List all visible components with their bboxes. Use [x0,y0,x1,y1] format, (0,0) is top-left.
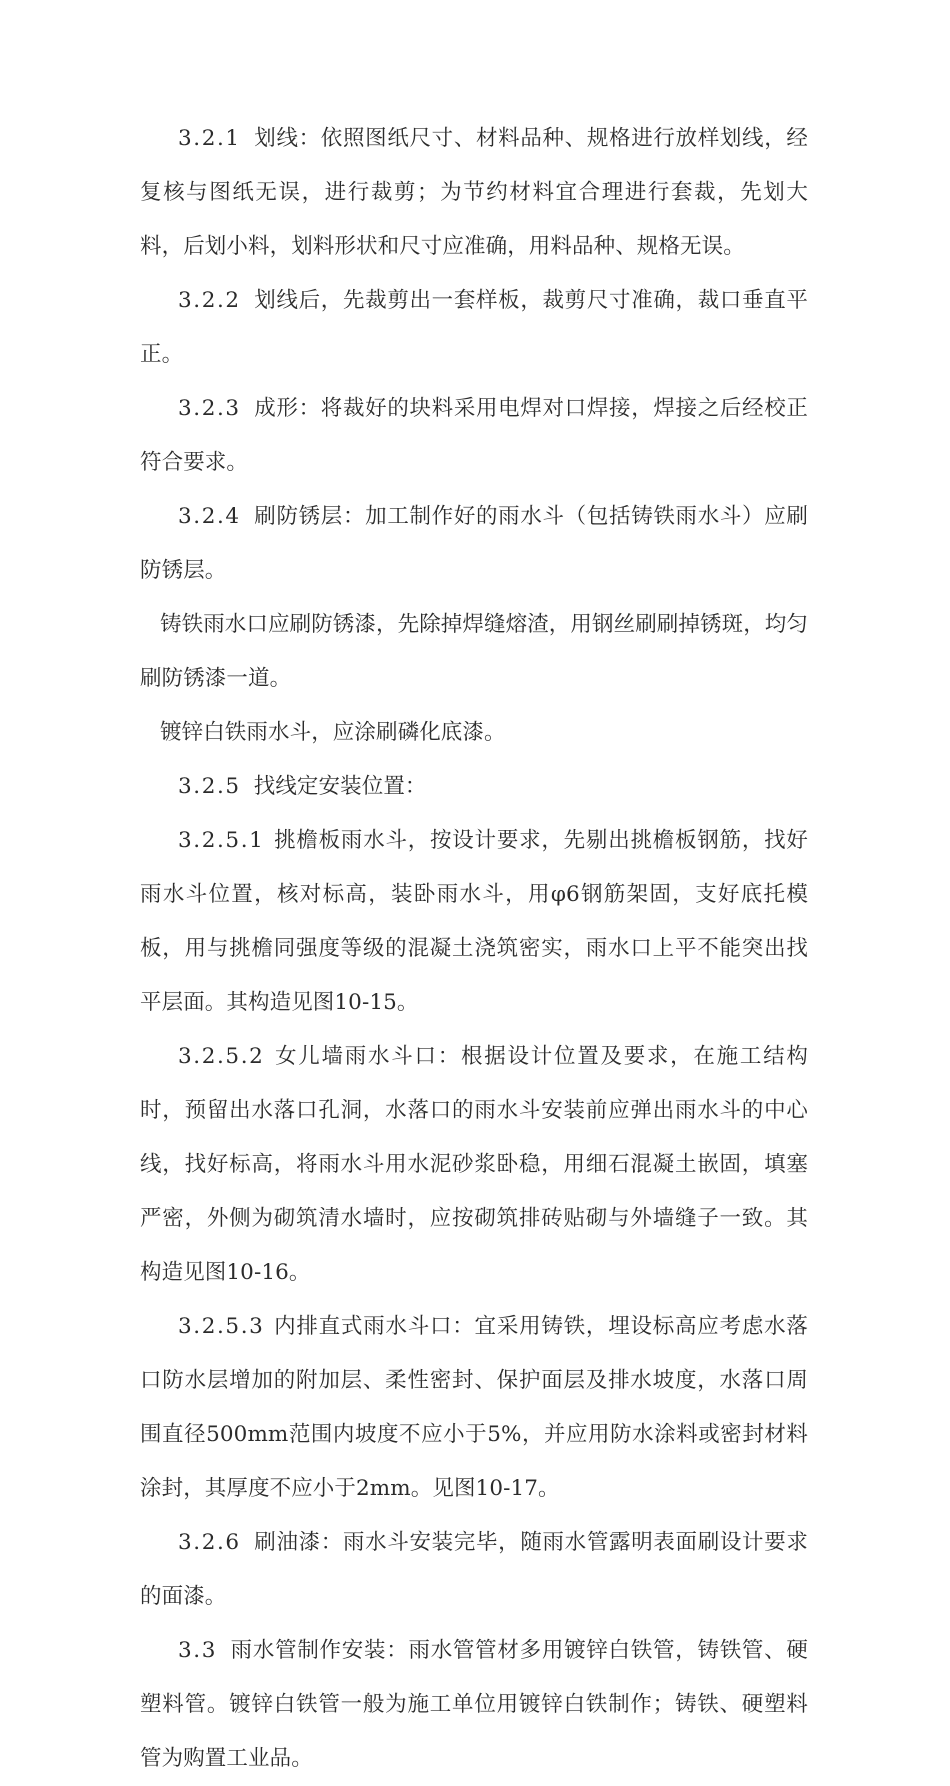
paragraph-text: 挑檐板雨水斗，按设计要求，先剔出挑檐板钢筋，找好雨水斗位置，核对标高，装卧雨水斗，用φ6钢筋架固，支好底托模板，用与挑檐同强度等级的混凝土浇筑密实，雨水口上平不能突出找平层面。其构造见图10-15。 [140,828,808,1015]
paragraph-text: 找线定安装位置： [253,774,427,799]
clause-number: 3.2.6 [178,1530,241,1555]
clause-number: 3.2.5.2 [178,1044,265,1069]
paragraph-text: 铸铁雨水口应刷防锈漆，先除掉焊缝熔渣，用钢丝刷刷掉锈斑，均匀刷防锈漆一道。 [140,612,809,691]
clause-paragraph [140,1516,808,1624]
clause-paragraph [140,382,808,490]
clause-number: 3.2.5.1 [178,828,265,853]
clause-paragraph [140,112,808,274]
paragraph-text: 雨水管制作安装：雨水管管材多用镀锌白铁管，铸铁管、硬塑料管。镀锌白铁管一般为施工单位用镀锌白铁制作；铸铁、硬塑料管为购置工业品。 [140,1638,808,1771]
clause-number: 3.2.4 [178,504,241,529]
document-body [140,112,808,1786]
body-paragraph [140,706,808,760]
paragraph-text: 镀锌白铁雨水斗，应涂刷磷化底漆。 [160,720,506,745]
clause-paragraph [140,814,808,1030]
clause-number: 3.2.1 [178,126,241,151]
clause-number: 3.3 [178,1638,217,1663]
clause-number: 3.2.5 [178,774,241,799]
clause-paragraph [140,1624,808,1786]
clause-paragraph [140,274,808,382]
clause-paragraph [140,760,808,814]
paragraph-text: 刷油漆：雨水斗安装完毕，随雨水管露明表面刷设计要求的面漆。 [140,1530,808,1609]
paragraph-text: 成形：将裁好的块料采用电焊对口焊接，焊接之后经校正符合要求。 [140,396,808,475]
paragraph-text: 划线：依照图纸尺寸、材料品种、规格进行放样划线，经复核与图纸无误，进行裁剪；为节约材料宜合理进行套裁，先划大料，后划小料，划料形状和尺寸应准确，用料品种、规格无误。 [140,126,808,259]
clause-paragraph [140,490,808,598]
clause-paragraph [140,1030,808,1300]
paragraph-text: 内排直式雨水斗口：宜采用铸铁，埋设标高应考虑水落口防水层增加的附加层、柔性密封、保护面层及排水坡度，水落口周围直径500mm范围内坡度不应小于5%，并应用防水涂料或密封材料涂封，其厚度不应小于2mm。见图10-17。 [140,1314,808,1501]
body-paragraph [140,598,808,706]
clause-number: 3.2.3 [178,396,241,421]
clause-number: 3.2.2 [178,288,241,313]
paragraph-text: 划线后，先裁剪出一套样板，裁剪尺寸准确，裁口垂直平正。 [140,288,808,367]
paragraph-text: 女儿墙雨水斗口：根据设计位置及要求，在施工结构时，预留出水落口孔洞，水落口的雨水斗安装前应弹出雨水斗的中心线，找好标高，将雨水斗用水泥砂浆卧稳，用细石混凝土嵌固，填塞严密，外侧为砌筑清水墙时，应按砌筑排砖贴砌与外墙缝子一致。其构造见图10-16。 [140,1044,808,1285]
paragraph-text: 刷防锈层：加工制作好的雨水斗（包括铸铁雨水斗）应刷防锈层。 [140,504,808,583]
clause-paragraph [140,1300,808,1516]
clause-number: 3.2.5.3 [178,1314,265,1339]
